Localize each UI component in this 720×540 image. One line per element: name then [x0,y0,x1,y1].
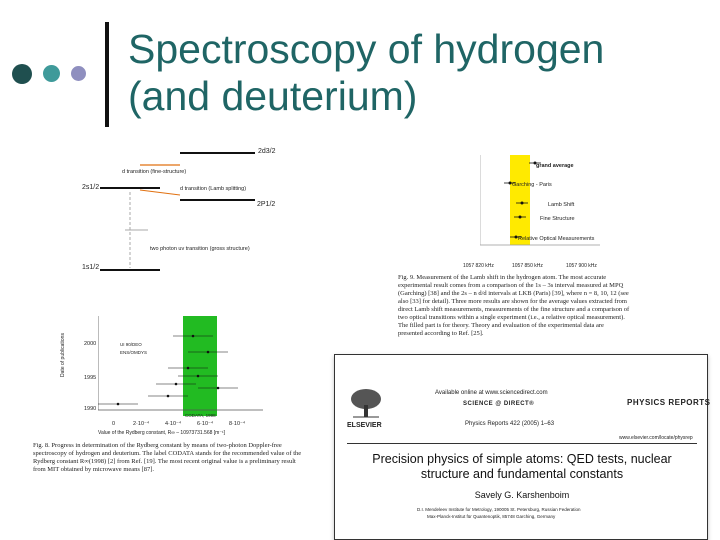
lamb-point [519,216,522,219]
label-fine-transition: d transition (fine-structure) [122,169,187,175]
lamb-xtick-1: 1057 850 kHz [512,263,543,269]
title-divider [105,22,109,127]
label-2d32: 2d3/2 [258,148,276,155]
rydberg-ytick-1: 1995 [84,375,97,381]
rydberg-xtick-1: 2·10⁻⁴ [133,421,150,427]
paper-frontpage [334,354,711,540]
paper-available: Available online at www.sciencedirect.com [435,390,548,396]
paper-journal: PHYSICS REPORTS [627,398,711,407]
rydberg-point [187,367,190,370]
slide-title [128,26,604,120]
rydberg-xtick-0: 0 [112,421,116,427]
paper-title: Precision physics of simple atoms: QED tests, nuclear structure and fundamental constants [372,452,672,481]
rydberg-ytick-0: 2000 [84,341,97,347]
rydberg-point [117,403,120,406]
lamb-label-2: Lamb Shift [548,202,575,208]
rydberg-xtick-4: 8·10⁻⁴ [229,421,246,427]
paper-citation: Physics Reports 422 (2005) 1–63 [465,421,555,427]
lamb-label-1: Garching - Paris [512,182,552,188]
rydberg-point [167,395,170,398]
paper-author: Savely G. Karshenboim [474,490,570,500]
lamb-label-4: Relative Optical Measurements [518,236,595,242]
label-uv-transition: two photon uv transition (gross structure) [150,246,250,252]
paper-publisher: ELSEVIER [347,422,382,429]
rydberg-caption: Fig. 8. Progress in determination of the Rydberg constant by means of two-photon Doppler-free spectroscopy of hydrogen and deuterium. The label CODATA stands for the recommended value of the Rydberg constant R∞(1998) [2] from Ref. [19]. The most recent original value is a preliminary result from MIT obtained by microwave means [87]. [33,442,302,473]
bullet-dot-1 [12,64,32,84]
lamb-point [521,202,524,205]
rydberg-point [175,383,178,386]
rydberg-point [217,387,220,390]
title-line-2: (and deuterium) [128,73,418,119]
title-line-1: Spectroscopy of hydrogen [128,26,605,72]
label-2p12: 2P1/2 [257,201,276,208]
rydberg-xlabel: Value of the Rydberg constant, R∞ – 10973731.568 [m⁻¹] [98,430,226,436]
rydberg-point [192,335,195,338]
paper-rule [347,443,697,444]
rydberg-ylabel: Date of publications [59,333,66,377]
tree-logo-icon [349,387,383,419]
rydberg-point [207,351,210,354]
codata-band [183,316,217,416]
paper-affil-1: D.I. Mendeleev Institute for Metrology, 190005 St. Petersburg, Russian Federation [417,507,581,512]
label-lamb-transition: d transition (Lamb splitting) [180,186,247,192]
lamb-xtick-0: 1057 820 kHz [463,263,494,269]
bullet-dot-2 [43,65,60,82]
label-2s12: 2s1/2 [82,184,100,191]
paper-affil-2: Max-Planck-Institut für Quantenoptik, 85748 Garching, Germany [427,514,556,519]
lamb-caption: Fig. 9. Measurement of the Lamb shift in the hydrogen atom. The most accurate experimental result comes from a comparison of the 1s – 3s interval measured at MPQ (Garching) [38] and the 2s – n d/d intervals at LKB (Paris) [39], where n = 8, 10, 12 (see also [33] for detail). Three more results are shown for the average values extracted from direct Lamb shift measurements, measurements of the fine structure and a comparison of two optical transitions within a single experiment (i.e., a relative optical measurement). The filled part is for theory. Theory and evaluation of the experimental data are presented according to Ref. [25]. [398,274,630,337]
rydberg-chart [98,316,268,416]
rydberg-legend-0: UI 90/DEO [120,342,142,347]
lamb-xtick-2: 1057 900 kHz [566,263,597,269]
rydberg-xtick-2: 4·10⁻⁴ [165,421,182,427]
rydberg-legend-1: ENS/OMDYS [120,350,148,355]
lamb-label-0: grand average [536,163,574,169]
lamb-label-3: Fine Structure [540,216,575,222]
theory-band [510,155,530,245]
paper-sciencedirect: SCIENCE @ DIRECT® [463,401,535,407]
rydberg-ytick-2: 1990 [84,406,97,412]
bullet-dot-3 [71,66,86,81]
label-1s12: 1s1/2 [82,264,100,271]
paper-url: www.elsevier.com/locate/physrep [619,435,693,441]
rydberg-point [197,375,200,378]
rydberg-green-label: CODATA, 1998 [185,413,216,418]
rydberg-xtick-3: 6·10⁻⁴ [197,421,214,427]
